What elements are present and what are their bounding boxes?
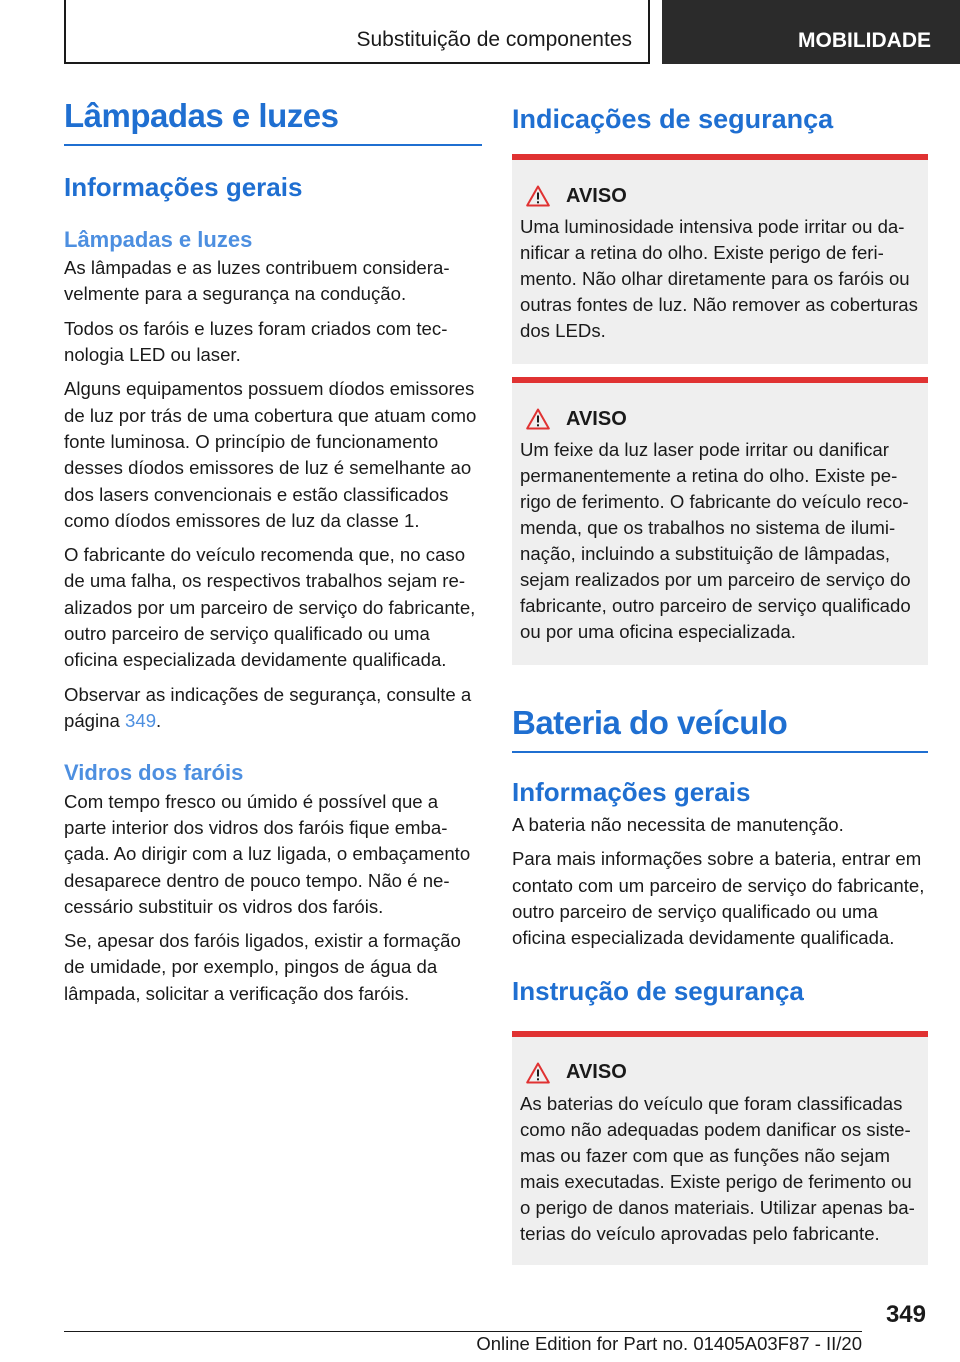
- right-column: [512, 96, 928, 1265]
- warning-text: Uma luminosidade intensiva pode irritar ou danificar a retina do olho. Existe perigo de ferimento. Não olhar diretamente para os faróis ou outras fontes de luz. Não remover as coberturas dos LEDs.: [520, 216, 918, 342]
- battery-general-heading: Informações gerais: [512, 776, 751, 807]
- footer-edition: Online Edition for Part no. 01405A03F87 - II/20: [476, 1333, 862, 1354]
- left-column: [64, 96, 482, 1007]
- safety-heading: Indicações de segurança: [512, 104, 834, 134]
- warning-header: [520, 184, 920, 208]
- warning-box: [512, 377, 928, 665]
- warning-title: AVISO: [566, 184, 627, 207]
- observe-paragraph: [64, 682, 482, 735]
- header-section-title: Substituição de componentes: [356, 28, 632, 51]
- lamps-paragraph: Todos os faróis e luzes foram criados com tecnologia LED ou laser.: [64, 317, 448, 366]
- header-chapter-tab: MOBILIDADE: [662, 0, 960, 64]
- battery-paragraph: A bateria não necessita de manutenção.: [512, 814, 844, 836]
- warning-text: As baterias do veículo que foram classificadas como não adequadas podem danificar os sistemas ou fazer com que as funções não sejam mais executadas. Existe perigo de ferimento ou o perigo de danos materiais. Utilizar apenas baterias do veículo aprovadas pelo fabricante.: [520, 1092, 915, 1244]
- lamps-paragraph: As lâmpadas e as luzes contribuem consideravelmente para a segurança na condução.: [64, 257, 450, 305]
- battery-safety-heading: Instrução de segurança: [512, 975, 804, 1006]
- lamps-subheading: Lâmpadas e luzes: [64, 226, 253, 252]
- header-section-box: [64, 0, 650, 64]
- warning-title: AVISO: [566, 1061, 627, 1084]
- glass-subheading: Vidros dos faróis: [64, 760, 244, 786]
- page-reference-link[interactable]: 349: [125, 709, 157, 731]
- observe-end: .: [156, 709, 162, 731]
- warning-box: [512, 154, 928, 364]
- general-info-heading: Informações gerais: [64, 171, 303, 202]
- lamps-paragraph: O fabricante do veículo recomenda que, no caso de uma falha, os respectivos trabalhos sejam realizados por um parceiro de serviço do fabricante, outro parceiro de serviço qualificado ou uma oficina especializada devidamente qualificada.: [64, 544, 476, 671]
- footer-rule: [64, 1331, 862, 1332]
- warning-triangle-icon: [526, 1062, 550, 1084]
- warning-box: [512, 1031, 928, 1265]
- battery-paragraph: Para mais informações sobre a bateria, entrar em contato com um parceiro de serviço do fabricante, outro parceiro de serviço qualificado ou uma oficina especializada devidamente qualificada.: [512, 848, 925, 949]
- warning-triangle-icon: [526, 408, 550, 430]
- warning-title: AVISO: [566, 407, 627, 430]
- battery-title: Bateria do veículo: [512, 704, 788, 742]
- warning-triangle-icon: [526, 185, 550, 207]
- glass-paragraph: Com tempo fresco ou úmido é possível que a parte interior dos vidros dos faróis fique embaçada. Ao dirigir com a luz ligada, o embaçamento desaparece dentro de pouco tempo. Não é necessário substituir os vidros dos faróis.: [64, 790, 471, 917]
- warning-header: [520, 1061, 920, 1085]
- lamps-title: Lâmpadas e luzes: [64, 97, 339, 134]
- observe-text: Observar as indicações de segurança, consulte a página: [64, 683, 472, 731]
- lamps-title-rule: [64, 144, 482, 146]
- battery-title-rule: [512, 751, 928, 753]
- warning-header: [520, 407, 920, 431]
- warning-text: Um feixe da luz laser pode irritar ou danificar permanentemente a retina do olho. Existe perigo de ferimento. O fabricante do veículo recomenda, que os trabalhos no sistema de iluminação, incluindo a substituição de lâmpadas, sejam realizados por um parceiro de serviço do fabricante, outro parceiro de serviço qualificado ou por uma oficina especializada.: [520, 439, 911, 643]
- lamps-paragraph: Alguns equipamentos possuem díodos emissores de luz por trás de uma cobertura que atuam como fonte luminosa. O princípio de funcionamento desses díodos emissores de luz é semelhante ao dos lasers convencionais e estão classificados como díodos emissores de luz da classe 1.: [64, 378, 477, 531]
- glass-paragraph: Se, apesar dos faróis ligados, existir a formação de umidade, por exemplo, pingos de água da lâmpada, solicitar a verificação dos faróis.: [64, 930, 461, 1004]
- page-number: 349: [885, 1301, 926, 1328]
